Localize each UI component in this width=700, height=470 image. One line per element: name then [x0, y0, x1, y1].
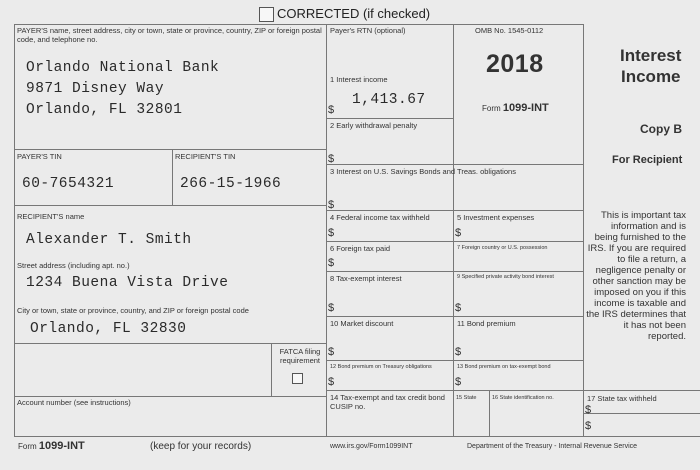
tax-year: 2018: [486, 50, 544, 78]
grid-line: [453, 24, 454, 210]
copy-label: Copy B: [640, 122, 682, 136]
dollar-sign: $: [328, 227, 335, 239]
dollar-sign: $: [328, 376, 335, 388]
grid-line: [14, 436, 700, 437]
box2-label: 2 Early withdrawal penalty: [330, 121, 418, 130]
payer-tin-label: PAYER'S TIN: [17, 152, 62, 161]
dollar-sign: $: [328, 199, 335, 211]
box12-label: 12 Bond premium on Treasury obligations: [330, 364, 432, 370]
box7-label: 7 Foreign country or U.S. possession: [457, 245, 548, 251]
grid-line: [489, 390, 490, 436]
grid-line: [14, 343, 326, 344]
form-top-border: [14, 24, 584, 25]
omb-number: OMB No. 1545-0112: [475, 26, 544, 35]
footer-keep: (keep for your records): [150, 441, 252, 452]
grid-line: [326, 164, 583, 165]
account-label: Account number (see instructions): [17, 398, 131, 407]
grid-line: [14, 149, 326, 150]
recipient-city: Orlando, FL 32830: [30, 321, 187, 337]
box8-label: 8 Tax-exempt interest: [330, 274, 402, 283]
dollar-sign: $: [455, 376, 462, 388]
recipient-name-label: RECIPIENT'S name: [17, 212, 85, 221]
grid-line: [14, 24, 15, 436]
grid-line: [271, 343, 272, 396]
dollar-sign: $: [328, 346, 335, 358]
form-prefix: Form: [482, 104, 501, 113]
grid-line: [583, 24, 584, 436]
grid-line: [326, 390, 700, 391]
payer-city: Orlando, FL 32801: [26, 102, 183, 118]
dollar-sign: $: [585, 404, 592, 416]
dollar-sign: $: [455, 346, 462, 358]
box4-label: 4 Federal income tax withheld: [330, 213, 430, 222]
street-label: Street address (including apt. no.): [17, 261, 130, 270]
title-line2: Income: [621, 67, 681, 86]
grid-line: [14, 205, 326, 206]
form-name-top: [482, 102, 549, 114]
footer-form-prefix: Form: [18, 442, 37, 451]
grid-line: [326, 316, 583, 317]
recipient-street: 1234 Buena Vista Drive: [26, 275, 229, 291]
recipient-tin-label: RECIPIENT'S TIN: [175, 152, 236, 161]
recipient-tin: 266-15-1966: [180, 176, 282, 192]
corrected-checkbox[interactable]: [259, 7, 274, 22]
payer-tin: 60-7654321: [22, 176, 115, 192]
box9-label: 9 Specified private activity bond interest: [457, 274, 554, 280]
box5-label: 5 Investment expenses: [457, 213, 535, 222]
title-line1: Interest: [620, 46, 682, 65]
grid-line: [326, 24, 327, 436]
city-label: City or town, state or province, country, and ZIP or foreign postal code: [17, 306, 249, 315]
grid-line: [326, 271, 583, 272]
footer-form-name: [18, 440, 85, 452]
dollar-sign: $: [328, 153, 335, 165]
important-notice: This is important tax information and is being furnished to the IRS. If you are required to file a return, a negligence penalty or other sanction may be imposed on you if this income is taxable and the IRS determines that it has not been reported.: [586, 210, 686, 342]
grid-line: [326, 210, 583, 211]
box3-label: 3 Interest on U.S. Savings Bonds and Treas. obligations: [330, 167, 516, 176]
payer-name: Orlando National Bank: [26, 60, 220, 76]
grid-line: [326, 118, 453, 119]
form-number: 1099-INT: [502, 102, 549, 114]
recipient-name: Alexander T. Smith: [26, 232, 192, 248]
dollar-sign: $: [455, 302, 462, 314]
footer-form-number: 1099-INT: [38, 440, 85, 452]
grid-line: [172, 149, 173, 205]
box17-label: 17 State tax withheld: [587, 394, 657, 403]
box1-label: 1 Interest income: [330, 75, 388, 84]
box11-label: 11 Bond premium: [457, 319, 516, 328]
box10-label: 10 Market discount: [330, 319, 394, 328]
payer-rtn-label: Payer's RTN (optional): [330, 26, 406, 35]
fatca-checkbox[interactable]: [292, 373, 303, 384]
grid-line: [14, 396, 326, 397]
footer-url: www.irs.gov/Form1099INT: [330, 443, 413, 450]
grid-line: [326, 241, 583, 242]
dollar-sign: $: [328, 257, 335, 269]
copy-for: For Recipient: [612, 154, 683, 166]
grid-line: [583, 413, 700, 414]
corrected-label: CORRECTED (if checked): [277, 6, 431, 21]
payer-label: PAYER'S name, street address, city or town, state or province, country, ZIP or foreign postal code, and telephone no.: [17, 26, 322, 44]
box13-label: 13 Bond premium on tax-exempt bond: [457, 364, 551, 370]
box14-label: 14 Tax-exempt and tax credit bond CUSIP no.: [330, 393, 445, 411]
grid-line: [453, 210, 454, 436]
payer-street: 9871 Disney Way: [26, 81, 165, 97]
footer-dept: Department of the Treasury - Internal Revenue Service: [467, 443, 638, 450]
grid-line: [326, 360, 583, 361]
dollar-sign: $: [455, 227, 462, 239]
fatca-label: FATCA filing requirement: [279, 347, 321, 365]
dollar-sign: $: [585, 420, 592, 432]
box15-label: 15 State: [456, 395, 477, 401]
dollar-sign: $: [328, 104, 335, 116]
box6-label: 6 Foreign tax paid: [330, 244, 391, 253]
box1-interest-income: 1,413.67: [352, 92, 426, 108]
dollar-sign: $: [328, 302, 335, 314]
box16-label: 16 State identification no.: [492, 395, 554, 401]
